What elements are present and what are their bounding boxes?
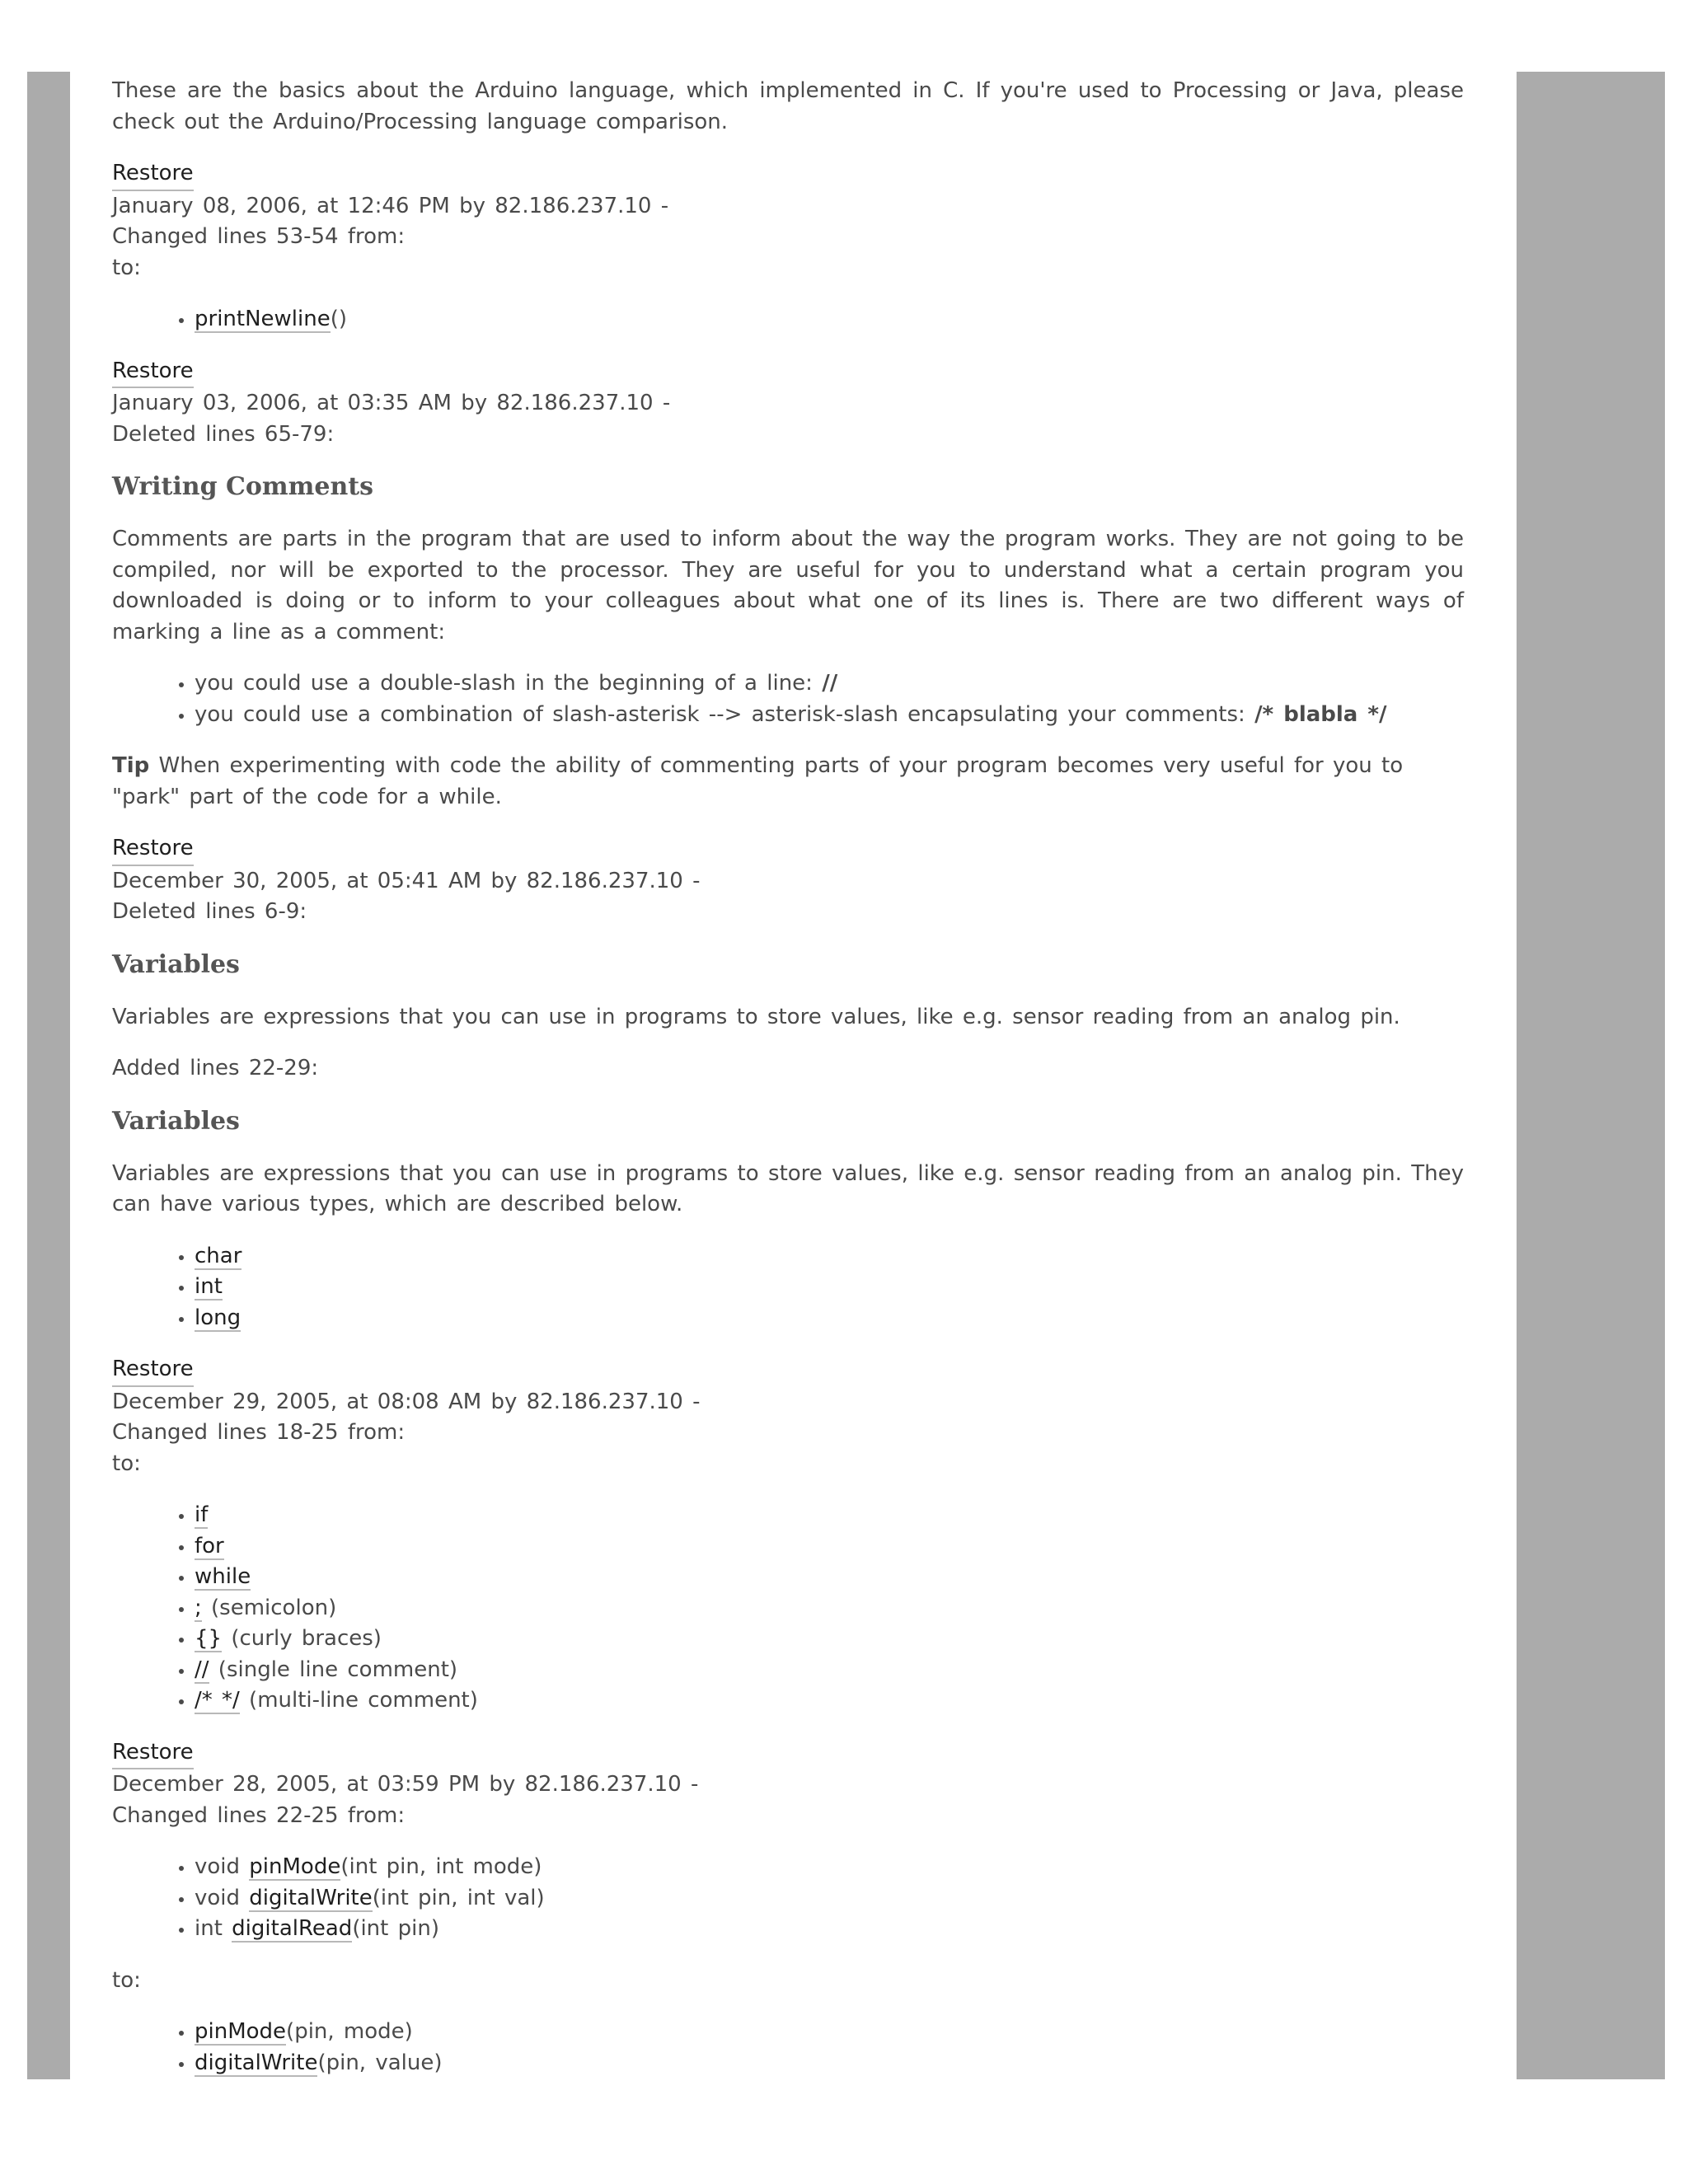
digitalwrite-link[interactable]: digitalWrite — [249, 1885, 373, 1910]
signature: (int pin) — [352, 1916, 439, 1941]
heading-variables-added: Variables — [112, 1106, 240, 1136]
tip-label: Tip — [112, 753, 150, 778]
structure-link-semicolon[interactable]: ; — [195, 1595, 202, 1620]
revision-to: to: — [112, 255, 141, 280]
list-item — [195, 1914, 1464, 1945]
revision-change: Deleted lines 6-9: — [112, 899, 307, 924]
type-link-char[interactable]: char — [195, 1243, 242, 1268]
variables-paragraph: Variables are expressions that you can use in programs to store values, like e.g. sensor reading from an analog pin. — [112, 1004, 1400, 1029]
revision-meta: January 03, 2006, at 03:35 AM by 82.186.237.10 - — [112, 391, 671, 415]
left-gutter-bar — [27, 72, 70, 2079]
revision-change: Changed lines 22-25 from: — [112, 1802, 406, 1828]
revision-jan03 — [112, 356, 1464, 451]
type-link-int[interactable]: int — [195, 1274, 223, 1299]
pinmode-link[interactable]: pinMode — [249, 1854, 341, 1879]
list-item — [195, 1500, 1464, 1531]
bullet-code: /* blabla */ — [1254, 701, 1387, 727]
signature: (int pin, int val) — [372, 1885, 545, 1910]
bullet-text: you could use a double-slash in the beginning of a line: — [195, 671, 823, 696]
structure-list — [112, 1500, 1464, 1717]
signature: (pin, mode) — [286, 2019, 413, 2044]
added-lines-note: Added lines 22-29: — [112, 1056, 319, 1080]
restore-link[interactable]: Restore — [112, 1354, 194, 1387]
bullet-code: // — [822, 671, 838, 696]
signature: (int pin, int mode) — [340, 1854, 542, 1879]
structure-link-if[interactable]: if — [195, 1502, 209, 1527]
variables-paragraph-added: Variables are expressions that you can use in programs to store values, like e.g. sensor reading from an analog pin. They can have various types, which are described below. — [112, 1160, 1464, 1216]
digitalread-link[interactable]: digitalRead — [232, 1916, 353, 1941]
revision-change: Changed lines 18-25 from: — [112, 1420, 406, 1445]
comments-paragraph: Comments are parts in the program that are used to inform about the way the program works. They are not going to be compiled, nor will be exported to the processor. They are useful for you to understand what a certain program you downloaded is doing or to inform to your colleagues about what one of its lines is. There are two different ways of marking a line as a comment: — [112, 527, 1464, 644]
pinmode-link[interactable]: pinMode — [195, 2019, 287, 2044]
list-item — [195, 1241, 1464, 1272]
type-link-long[interactable]: long — [195, 1305, 241, 1330]
tip-text: When experimenting with code the ability of commenting parts of your program becomes very useful for you to "park" part of the code for a while. — [112, 753, 1404, 809]
item-suffix: (curly braces) — [222, 1626, 382, 1651]
item-suffix: (single line comment) — [209, 1657, 458, 1682]
list-item — [195, 1685, 1464, 1717]
structure-link-while[interactable]: while — [195, 1564, 251, 1589]
structure-link-block-comment[interactable]: /* */ — [195, 1688, 240, 1713]
list-item — [195, 1593, 1464, 1624]
list-item — [195, 1562, 1464, 1593]
list-item — [195, 2017, 1464, 2048]
restore-link[interactable]: Restore — [112, 356, 194, 389]
list-item — [195, 1303, 1464, 1334]
revision-jan08-list — [112, 304, 1464, 335]
list-item — [195, 2048, 1464, 2079]
revision-dec29 — [112, 1354, 1464, 1479]
list-item — [195, 1655, 1464, 1686]
revision-jan08 — [112, 158, 1464, 284]
comments-list — [112, 668, 1464, 730]
intro-paragraph: These are the basics about the Arduino language, which implemented in C. If you're used to Processing or Java, please check out the Arduino/Processing language comparison. — [112, 78, 1464, 134]
restore-link[interactable]: Restore — [112, 833, 194, 866]
list-item — [195, 1624, 1464, 1655]
bullet-text: you could use a combination of slash-asterisk --> asterisk-slash encapsulating your comments: — [195, 701, 1255, 727]
digital-io-from-list — [112, 1852, 1464, 1945]
revision-dec30 — [112, 833, 1464, 928]
revision-dec28 — [112, 1737, 1464, 1832]
structure-link-for[interactable]: for — [195, 1533, 224, 1558]
list-item — [195, 700, 1464, 731]
right-sidebar-bar — [1517, 72, 1665, 2079]
item-suffix: (semicolon) — [201, 1595, 337, 1620]
list-item — [195, 304, 1464, 335]
revision-change: Changed lines 53-54 from: — [112, 224, 406, 249]
return-type: int — [195, 1916, 232, 1941]
revision-meta: December 30, 2005, at 05:41 AM by 82.186.237.10 - — [112, 868, 701, 893]
digital-io-to-list — [112, 2017, 1464, 2079]
digitalwrite-link[interactable]: digitalWrite — [195, 2050, 318, 2075]
revision-to: to: — [112, 1451, 141, 1476]
return-type: void — [195, 1854, 250, 1879]
signature: (pin, value) — [317, 2050, 443, 2075]
page-content — [112, 76, 1464, 2099]
variable-types-list — [112, 1241, 1464, 1334]
structure-link-line-comment[interactable]: // — [195, 1657, 209, 1682]
tip-paragraph — [112, 751, 1464, 813]
heading-variables: Variables — [112, 949, 240, 979]
list-item — [195, 1852, 1464, 1883]
list-item — [195, 1531, 1464, 1563]
list-item — [195, 1883, 1464, 1915]
return-type: void — [195, 1885, 250, 1910]
structure-link-braces[interactable]: {} — [195, 1626, 223, 1651]
list-item — [195, 1272, 1464, 1303]
revision-to: to: — [112, 1967, 141, 1993]
revision-meta: January 08, 2006, at 12:46 PM by 82.186.237.10 - — [112, 193, 669, 218]
restore-link[interactable]: Restore — [112, 1737, 194, 1770]
revision-change: Deleted lines 65-79: — [112, 421, 335, 447]
restore-link[interactable]: Restore — [112, 158, 194, 191]
heading-writing-comments: Writing Comments — [112, 472, 374, 501]
item-suffix: (multi-line comment) — [239, 1688, 478, 1713]
revision-meta: December 29, 2005, at 08:08 AM by 82.186.237.10 - — [112, 1389, 701, 1414]
list-item — [195, 668, 1464, 700]
revision-meta: December 28, 2005, at 03:59 PM by 82.186.237.10 - — [112, 1772, 699, 1797]
item-suffix: () — [330, 307, 348, 331]
printnewline-link[interactable]: printNewline — [195, 307, 331, 331]
